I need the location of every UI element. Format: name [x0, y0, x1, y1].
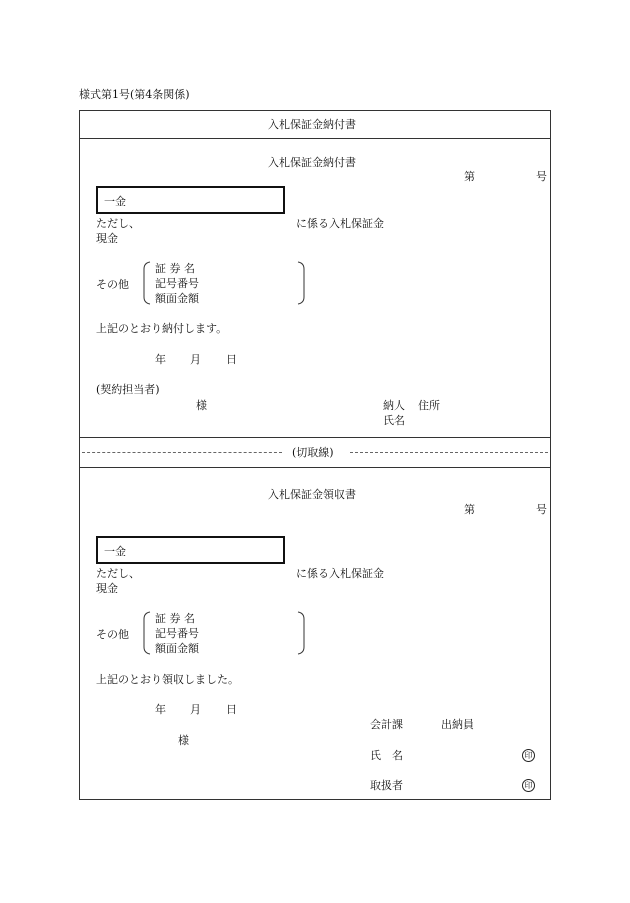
payment-statement: 上記のとおり納付します。 — [96, 322, 228, 335]
receipt-tadashi-label: ただし、 — [96, 567, 140, 580]
number-go: 号 — [536, 170, 547, 183]
receipt-honorific-sama: 様 — [178, 734, 189, 747]
accounting-section-label: 会計課 — [370, 718, 403, 731]
receipt-serial-number-label: 記号番号 — [155, 627, 199, 640]
date-day: 日 — [226, 353, 237, 366]
upper-section-bottom-border — [79, 437, 551, 438]
receipt-cash-label: 現金 — [96, 582, 118, 595]
receipt-deposit-purpose-label: に係る入札保証金 — [296, 567, 384, 580]
other-label: その他 — [96, 278, 129, 291]
receipt-security-name-label: 証 券 名 — [155, 612, 195, 625]
face-value-label: 額面金額 — [155, 292, 199, 305]
amount-field[interactable] — [96, 186, 285, 214]
honorific-sama: 様 — [196, 399, 207, 412]
receipt-date-day: 日 — [226, 703, 237, 716]
contract-officer-label: (契約担当者) — [96, 383, 160, 396]
header-title: 入札保証金納付書 — [268, 118, 356, 131]
date-month: 月 — [190, 353, 201, 366]
cash-label: 現金 — [96, 232, 118, 245]
address-label: 住所 — [418, 399, 440, 412]
handler-seal-icon: 印 — [522, 779, 535, 792]
receipt-amount-label: 一金 — [104, 545, 126, 558]
receipt-title: 入札保証金領収書 — [268, 488, 356, 501]
receipt-date-month: 月 — [190, 703, 201, 716]
left-brace — [142, 261, 152, 305]
handler-label: 取扱者 — [370, 779, 403, 792]
receipt-amount-field[interactable] — [96, 536, 285, 564]
receipt-statement: 上記のとおり領収しました。 — [96, 673, 239, 686]
receipt-other-label: その他 — [96, 628, 129, 641]
number-dai: 第 — [464, 170, 475, 183]
deposit-purpose-label: に係る入札保証金 — [296, 217, 384, 230]
receipt-date-year: 年 — [155, 703, 166, 716]
payment-slip-title: 入札保証金納付書 — [268, 156, 356, 169]
receipt-name-label: 氏 名 — [370, 749, 403, 762]
payer-label: 納人 — [383, 399, 405, 412]
cut-line-right — [350, 452, 548, 453]
form-number-label: 様式第1号(第4条関係) — [79, 88, 190, 101]
tadashi-label: ただし、 — [96, 217, 140, 230]
lower-section-top-border — [79, 467, 551, 468]
seal-icon: 印 — [522, 749, 535, 762]
cut-line-label: (切取線) — [292, 446, 334, 459]
receipt-number-dai: 第 — [464, 503, 475, 516]
receipt-left-brace — [142, 611, 152, 655]
name-label: 氏名 — [383, 414, 405, 427]
receipt-right-brace — [296, 611, 306, 655]
date-year: 年 — [155, 353, 166, 366]
amount-label: 一金 — [104, 195, 126, 208]
receipt-number-go: 号 — [536, 503, 547, 516]
security-name-label: 証 券 名 — [155, 262, 195, 275]
cashier-label: 出納員 — [441, 718, 474, 731]
receipt-face-value-label: 額面金額 — [155, 642, 199, 655]
cut-line-left — [82, 452, 282, 453]
serial-number-label: 記号番号 — [155, 277, 199, 290]
header-divider — [79, 138, 551, 139]
right-brace — [296, 261, 306, 305]
